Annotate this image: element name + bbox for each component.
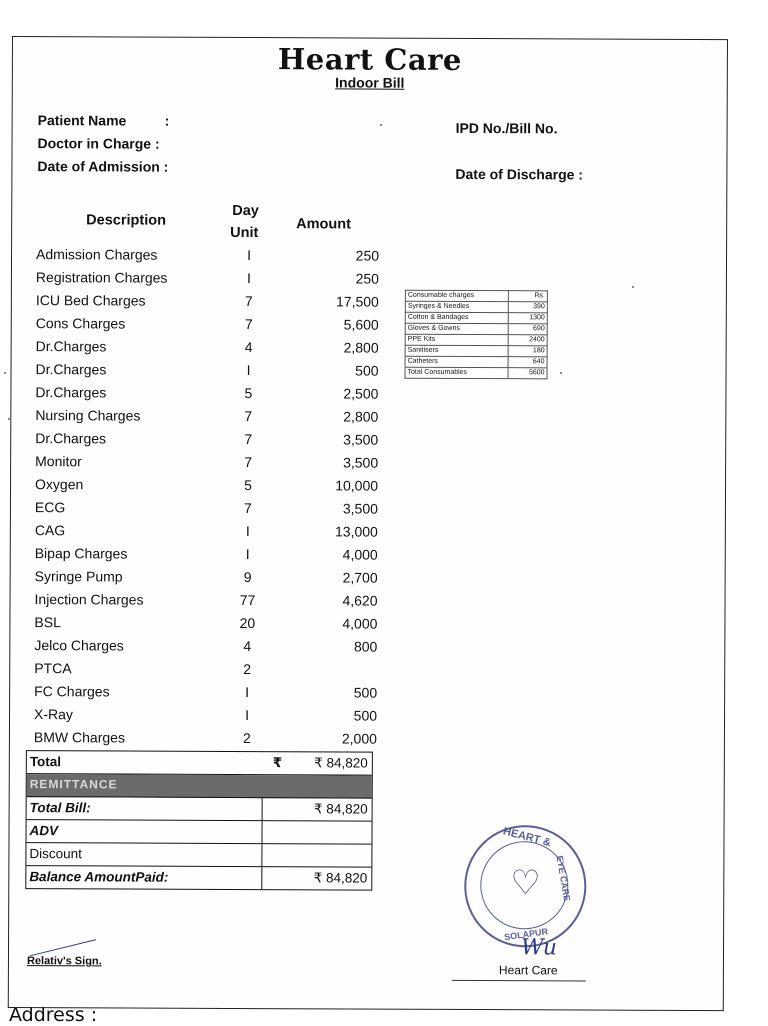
charge-amount: 2,700 [342, 569, 378, 586]
scan-speck [632, 286, 634, 288]
charge-description: Dr.Charges [35, 338, 107, 355]
charge-day-unit: 7 [244, 454, 253, 471]
charge-amount: 4,000 [342, 546, 378, 563]
bill-subtitle: Indoor Bill [335, 74, 405, 91]
charge-day-unit: I [246, 362, 251, 379]
charge-day-unit: 7 [244, 500, 252, 517]
charge-day-unit: 7 [244, 408, 253, 425]
consumable-label: Catheters [405, 356, 508, 367]
charge-description: Admission Charges [36, 246, 158, 263]
charge-row [33, 358, 378, 383]
charge-row [32, 703, 377, 728]
charge-row [32, 657, 377, 682]
charge-amount: 500 [353, 684, 378, 701]
total-bill-row [27, 797, 372, 822]
charge-amount: 3,500 [342, 500, 378, 517]
relative-signature-scribble [30, 939, 96, 956]
charge-amount: 2,500 [343, 385, 379, 402]
stamp-right-text: EYE CARE [554, 854, 573, 902]
charge-row [33, 404, 378, 429]
day-header: Day [232, 202, 259, 220]
doctor-in-charge-label: Doctor in Charge : [37, 135, 160, 152]
charge-description: BMW Charges [33, 729, 126, 746]
charge-day-unit: I [245, 523, 250, 540]
charge-row [33, 565, 378, 590]
bill-sheet [8, 36, 728, 1011]
charge-day-unit: 20 [239, 614, 256, 632]
charge-row [34, 289, 379, 314]
charge-row [32, 680, 377, 705]
charge-amount: 500 [355, 362, 379, 379]
charge-description: Nursing Charges [35, 407, 141, 424]
charge-day-unit: 2 [242, 730, 251, 747]
consumable-value: 1300 [508, 313, 547, 324]
doctor-signature: Wu [520, 935, 557, 961]
balance-value: ₹ 84,820 [313, 870, 368, 886]
charge-row [33, 519, 378, 544]
stamp-inner-ring [480, 841, 568, 929]
column-divider [261, 844, 262, 866]
ipd-bill-no-label: IPD No./Bill No. [455, 119, 558, 137]
charge-row [33, 381, 378, 406]
unit-header: Unit [230, 224, 259, 242]
charge-description: Dr.Charges [35, 384, 107, 401]
heart-icon: ♡ [510, 864, 541, 903]
consumable-label: Cotton & Bandages [405, 312, 508, 323]
consumables-row [405, 356, 547, 368]
charge-amount: 10,000 [335, 477, 379, 494]
patient-name-label: Patient Name [37, 112, 127, 129]
charge-day-unit: 4 [244, 339, 253, 356]
consumables-row [405, 334, 547, 346]
column-divider [261, 821, 262, 843]
consumables-header-label: Consumable charges [405, 290, 508, 301]
charge-description: CAG [34, 522, 66, 539]
charge-day-unit: 9 [243, 569, 252, 586]
total-bill-value: ₹ 84,820 [313, 801, 368, 817]
charge-amount: 4,620 [342, 592, 378, 609]
charge-description: Dr.Charges [35, 430, 107, 447]
charge-row [32, 611, 377, 636]
patient-name-colon: : [164, 112, 170, 129]
discount-row [26, 843, 371, 868]
charge-amount: 500 [353, 707, 378, 724]
charge-description: PTCA [34, 660, 72, 677]
date-of-admission-label: Date of Admission : [37, 158, 169, 175]
charge-row [33, 473, 378, 498]
charge-description: Registration Charges [35, 269, 168, 286]
charge-row [33, 450, 378, 475]
charges-list [32, 243, 379, 751]
consumables-row [405, 323, 547, 335]
consumables-row [405, 312, 547, 324]
bill-summary [25, 750, 373, 891]
consumables-table [405, 290, 548, 380]
signature-line [452, 980, 586, 982]
date-of-discharge-label: Date of Discharge : [455, 165, 584, 183]
charge-day-unit: 7 [244, 431, 253, 448]
charge-description: Bipap Charges [34, 545, 128, 562]
charge-amount: 13,000 [334, 523, 378, 540]
charge-amount: 800 [353, 638, 378, 655]
address-label: Address : [9, 1004, 98, 1026]
charge-description: Dr.Charges [35, 361, 107, 378]
charge-row [34, 312, 379, 337]
charge-day-unit: I [247, 247, 252, 264]
charge-day-unit: 7 [244, 316, 253, 333]
charge-day-unit: I [245, 684, 250, 701]
charge-description: Syringe Pump [34, 568, 123, 585]
charge-row [32, 726, 377, 751]
charge-description: FC Charges [34, 683, 110, 700]
scan-speck [560, 372, 562, 374]
charge-description: BSL [34, 614, 61, 631]
charge-amount: 250 [355, 270, 379, 287]
charge-day-unit: I [245, 707, 250, 724]
amount-header: Amount [296, 216, 351, 233]
remittance-label: REMITTANCE [29, 777, 118, 792]
charge-description: ECG [34, 499, 66, 516]
consumable-value: 690 [508, 324, 547, 335]
stamp-bottom-text: SOLAPUR [503, 926, 549, 943]
charge-day-unit: 7 [244, 293, 253, 310]
consumables-row [405, 301, 547, 313]
charge-description: ICU Bed Charges [35, 292, 146, 309]
charge-amount: 2,800 [343, 339, 379, 356]
charge-day-unit: 5 [244, 477, 252, 494]
consumables-header-row [405, 290, 547, 302]
consumable-label: Sanitisers [405, 345, 508, 356]
charge-description: Cons Charges [35, 315, 126, 332]
column-divider [261, 867, 262, 889]
balance-row [26, 866, 371, 890]
charge-amount: 4,000 [342, 615, 378, 632]
total-bill-label: Total Bill: [29, 800, 91, 816]
charge-amount: 250 [355, 247, 380, 264]
consumables-row [405, 345, 547, 357]
charge-description: Monitor [35, 453, 82, 470]
hospital-sign-label: Heart Care [498, 963, 558, 978]
rupee-symbol: ₹ [272, 755, 283, 771]
consumable-label: Syringes & Needles [405, 301, 508, 312]
charge-amount: 5,600 [343, 316, 379, 333]
consumable-value: 390 [508, 302, 547, 313]
hospital-stamp-seal [464, 825, 587, 948]
discount-label: Discount [29, 846, 82, 862]
remittance-row [27, 774, 372, 799]
charge-row [33, 542, 378, 567]
scan-speck [380, 124, 382, 126]
charge-amount: 2,800 [343, 408, 379, 425]
column-divider [262, 798, 263, 820]
consumable-value: 640 [508, 357, 547, 368]
adv-label: ADV [29, 823, 59, 839]
balance-label: Balance AmountPaid: [29, 869, 169, 885]
total-label: Total [29, 754, 62, 770]
charge-amount: 3,500 [343, 431, 379, 448]
charge-row [33, 427, 378, 452]
charge-row [33, 496, 378, 521]
charge-description: X-Ray [34, 706, 73, 723]
total-row [27, 751, 372, 776]
charge-amount: 3,500 [343, 454, 379, 471]
charge-amount: 2,000 [341, 730, 377, 747]
consumables-row [405, 367, 547, 379]
hospital-title: Heart Care [277, 42, 462, 77]
charge-row [34, 335, 379, 360]
charge-day-unit: I [246, 270, 251, 287]
charge-row [34, 243, 379, 268]
total-value: ₹ 84,820 [314, 755, 368, 771]
consumable-value: 180 [508, 346, 547, 357]
consumable-value: 2400 [508, 335, 547, 346]
consumable-value: 5600 [508, 368, 547, 379]
adv-row [26, 820, 371, 845]
relative-sign-label: Relativ's Sign. [26, 955, 102, 968]
charge-day-unit: 5 [244, 385, 253, 402]
charge-day-unit: 4 [243, 638, 252, 655]
consumable-label: Gloves & Gowns [405, 323, 508, 334]
charge-description: Injection Charges [34, 591, 144, 608]
charge-day-unit: 2 [243, 661, 252, 678]
charge-row [32, 588, 377, 613]
description-header: Description [86, 212, 166, 229]
scan-speck [4, 372, 6, 374]
charge-day-unit: 77 [239, 591, 256, 609]
charge-row [34, 266, 379, 291]
charge-description: Jelco Charges [34, 637, 124, 654]
stamp-top-text: HEART & [501, 825, 553, 850]
charge-description: Oxygen [35, 476, 84, 493]
consumable-label: Total Consumables [405, 367, 508, 378]
consumables-header-value: Rs. [508, 291, 547, 302]
charge-day-unit: I [245, 546, 250, 563]
scan-speck [8, 418, 10, 420]
charge-row [32, 634, 377, 659]
charge-amount: 17,500 [335, 293, 379, 310]
consumable-label: PPE Kits [405, 334, 508, 345]
